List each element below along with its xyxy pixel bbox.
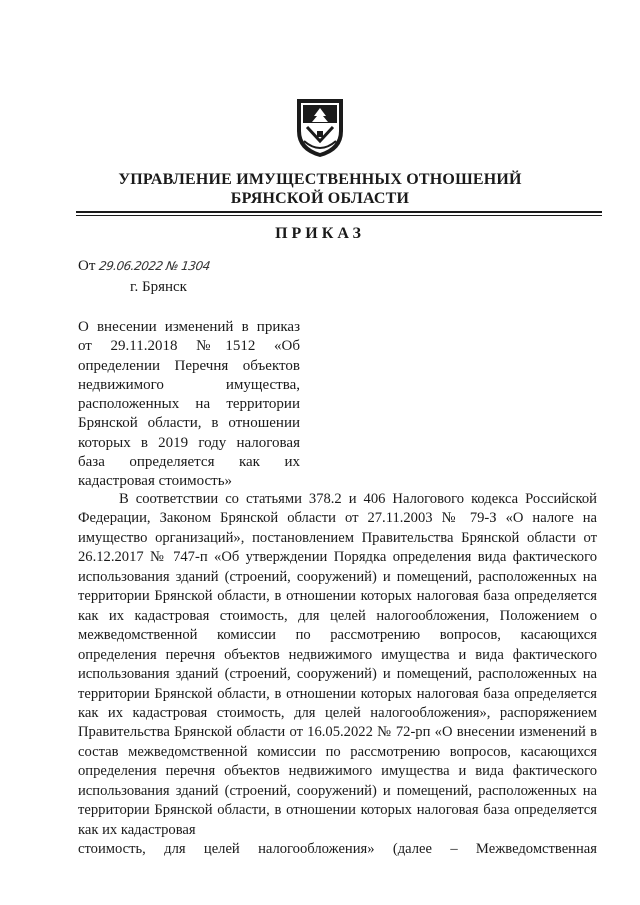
date-prefix: От bbox=[78, 258, 96, 274]
city: г. Брянск bbox=[130, 279, 187, 295]
coat-of-arms-icon bbox=[295, 97, 345, 159]
body-paragraph bbox=[78, 490, 597, 860]
body-paragraph-last-line: стоимость, для целей налогообложения» (далее – Межведомственная bbox=[78, 841, 597, 858]
document-subject: О внесении изменений в приказ от 29.11.2018 №1512 «Об определении Перечня объектов недвижимого имущества, расположенных на территории Брянской области, в отношении которых в 2019 году налоговая база определяется как их кадастровая стоимость» bbox=[78, 319, 300, 490]
header-divider-thin bbox=[76, 215, 602, 216]
handwritten-date-number: 29.06.2022 № 1304 bbox=[98, 259, 212, 273]
organization-name-line2: БРЯНСКОЙ ОБЛАСТИ bbox=[230, 190, 410, 207]
date-number-line bbox=[78, 258, 210, 275]
header-divider-thick bbox=[76, 211, 602, 213]
document-title: ПРИКАЗ bbox=[275, 225, 365, 242]
organization-name-line1: УПРАВЛЕНИЕ ИМУЩЕСТВЕННЫХ ОТНОШЕНИЙ bbox=[118, 171, 522, 188]
body-paragraph-text: В соответствии со статьями 378.2 и 406 Налогового кодекса Российской Федерации, Законом Брянской области от 27.11.2003 № 79-З «О налоге на имущество организаций», постановлением Правительства Брянской области от 26.12.2017 № 747-п «Об утверждении Порядка определения вида фактического использования зданий (строений, сооружений) и помещений, расположенных на территории Брянской области, в отношении которых налоговая база определяется как их кадастровая стоимость, для целей налогообложения, Положением о межведомственной комиссии по рассмотрению вопросов, касающихся определения перечня объектов недвижимого имущества и вида фактического использования зданий (строений, сооружений) и помещений, расположенных на территории Брянской области, в отношении которых налоговая база определяется как их кадастровая стоимость, для целей налогообложения», распоряжением Правительства Брянской области от 16.05.2022 № 72-рп «О внесении изменений в состав межведомственной комиссии по рассмотрению вопросов, касающихся определения перечня объектов недвижимого имущества и вида фактического использования зданий (строений, сооружений) и помещений, расположенных на территории Брянской области, в отношении которых налоговая база определяется как их кадастровая bbox=[78, 491, 597, 838]
